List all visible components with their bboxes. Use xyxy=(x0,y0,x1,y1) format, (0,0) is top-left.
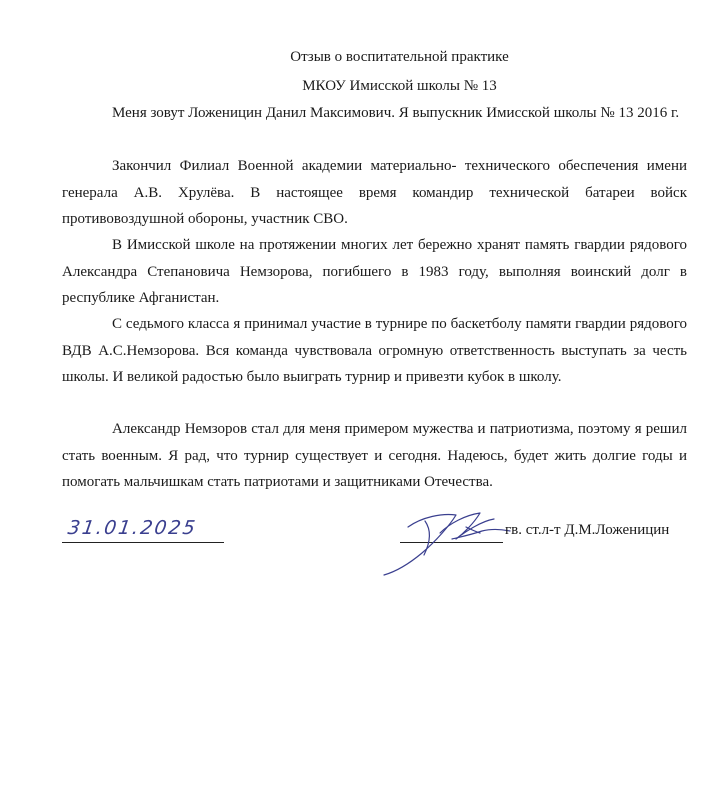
paragraph-conclusion: Александр Немзоров стал для меня примером мужества и патриотизма, поэтому я решил стать военным. Я рад, что турнир существует и сегодня. Надеюсь, будет жить долгие годы и помогать мальчишкам стать патриотами и защитниками Отечества. xyxy=(62,421,687,490)
paragraph-memory: В Имисской школе на протяжении многих лет бережно хранят память гвардии рядового Александра Степановича Немзорова, погибшего в 1983 году, выполняя воинский долг в республике Афганистан. xyxy=(62,237,687,306)
school-name: МКОУ Имисской школы № 13 xyxy=(302,78,497,94)
paragraph-intro: Меня зовут Ложеницин Данил Максимович. Я выпускник Имисской школы № 13 2016 г. xyxy=(112,105,680,121)
document-title: Отзыв о воспитательной практике xyxy=(290,49,509,65)
paragraph-tournament: С седьмого класса я принимал участие в турнире по баскетболу памяти гвардии рядового ВДВ А.С.Немзорова. Вся команда чувствовала огромную ответственность выступать за честь школы. И великой радостью было выиграть турнир и привезти кубок в школу. xyxy=(62,316,687,385)
handwritten-date: 31.01.2025 xyxy=(66,517,199,539)
paragraph-education: Закончил Филиал Военной академии материально- технического обеспечения имени генерала А.В. Хрулёва. В настоящее время командир технической батареи войск противовоздушной обороны, участник СВО. xyxy=(62,158,687,227)
handwritten-signature xyxy=(370,497,520,582)
signer-name: гв. ст.л-т Д.М.Ложеницин xyxy=(505,522,670,538)
